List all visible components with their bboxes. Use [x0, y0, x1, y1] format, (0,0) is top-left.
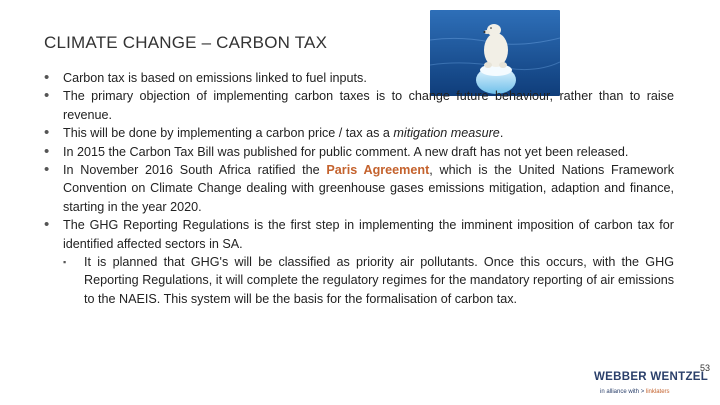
- bullet-text-post: .: [499, 126, 504, 141]
- logo-partner-name: linklaters: [645, 389, 670, 395]
- bullet-item: [44, 87, 674, 124]
- webber-wentzel-logo: WEBBER WENTZEL: [594, 371, 709, 383]
- slide-title: CLIMATE CHANGE – CARBON TAX: [44, 33, 328, 52]
- bullet-text-pre: This will be done by implementing a carbon price / tax as a: [63, 126, 394, 141]
- bullet-dot-icon: •: [44, 87, 50, 105]
- page-number: 53: [700, 363, 711, 373]
- logo-tagline-text: in alliance with >: [600, 389, 646, 395]
- bullet-dot-icon: •: [44, 161, 50, 179]
- bullet-dot-icon: •: [44, 216, 50, 234]
- bullet-text: The primary objection of implementing carbon taxes is to change future behaviour, rather than to raise revenue.: [63, 89, 674, 122]
- bullet-text-post: , which is the United Nations Framework Convention on Climate Change dealing with greenhouse gases emissions mitigation, adaption and finance, starting in the year 2020.: [63, 163, 674, 214]
- square-bullet-icon: ▪: [63, 257, 67, 268]
- bullet-dot-icon: •: [44, 142, 50, 160]
- bullet-item: [44, 161, 674, 216]
- bullet-dot-icon: •: [44, 124, 50, 142]
- bullet-list: [44, 69, 674, 308]
- bullet-item: [44, 143, 674, 161]
- sub-bullet-text: It is planned that GHG's will be classified as priority air pollutants. Once this occurs, with the GHG Reporting Regulations, it will complete the regulatory regimes for the mandatory reporting of air emissions to the NAEIS. This system will be the basis for the formalisation of carbon tax.: [84, 255, 674, 306]
- bullet-text: In 2015 the Carbon Tax Bill was published for public comment. A new draft has not yet been released.: [63, 144, 629, 159]
- bullet-item: [44, 216, 674, 253]
- bullet-item: [44, 124, 674, 142]
- paris-agreement-link[interactable]: Paris Agreement: [326, 163, 430, 178]
- mitigation-measure-emphasis: mitigation measure: [393, 126, 500, 141]
- bullet-text-pre: In November 2016 South Africa ratified the: [63, 163, 327, 178]
- sub-bullet-item: [44, 253, 674, 308]
- bullet-text: Carbon tax is based on emissions linked to fuel inputs.: [63, 71, 367, 85]
- bullet-text: The GHG Reporting Regulations is the first step in implementing the imminent imposition of carbon tax for identified affected sectors in SA.: [63, 218, 674, 251]
- bullet-item: [44, 69, 674, 87]
- bullet-dot-icon: •: [44, 69, 50, 86]
- logo-tagline: [600, 389, 670, 395]
